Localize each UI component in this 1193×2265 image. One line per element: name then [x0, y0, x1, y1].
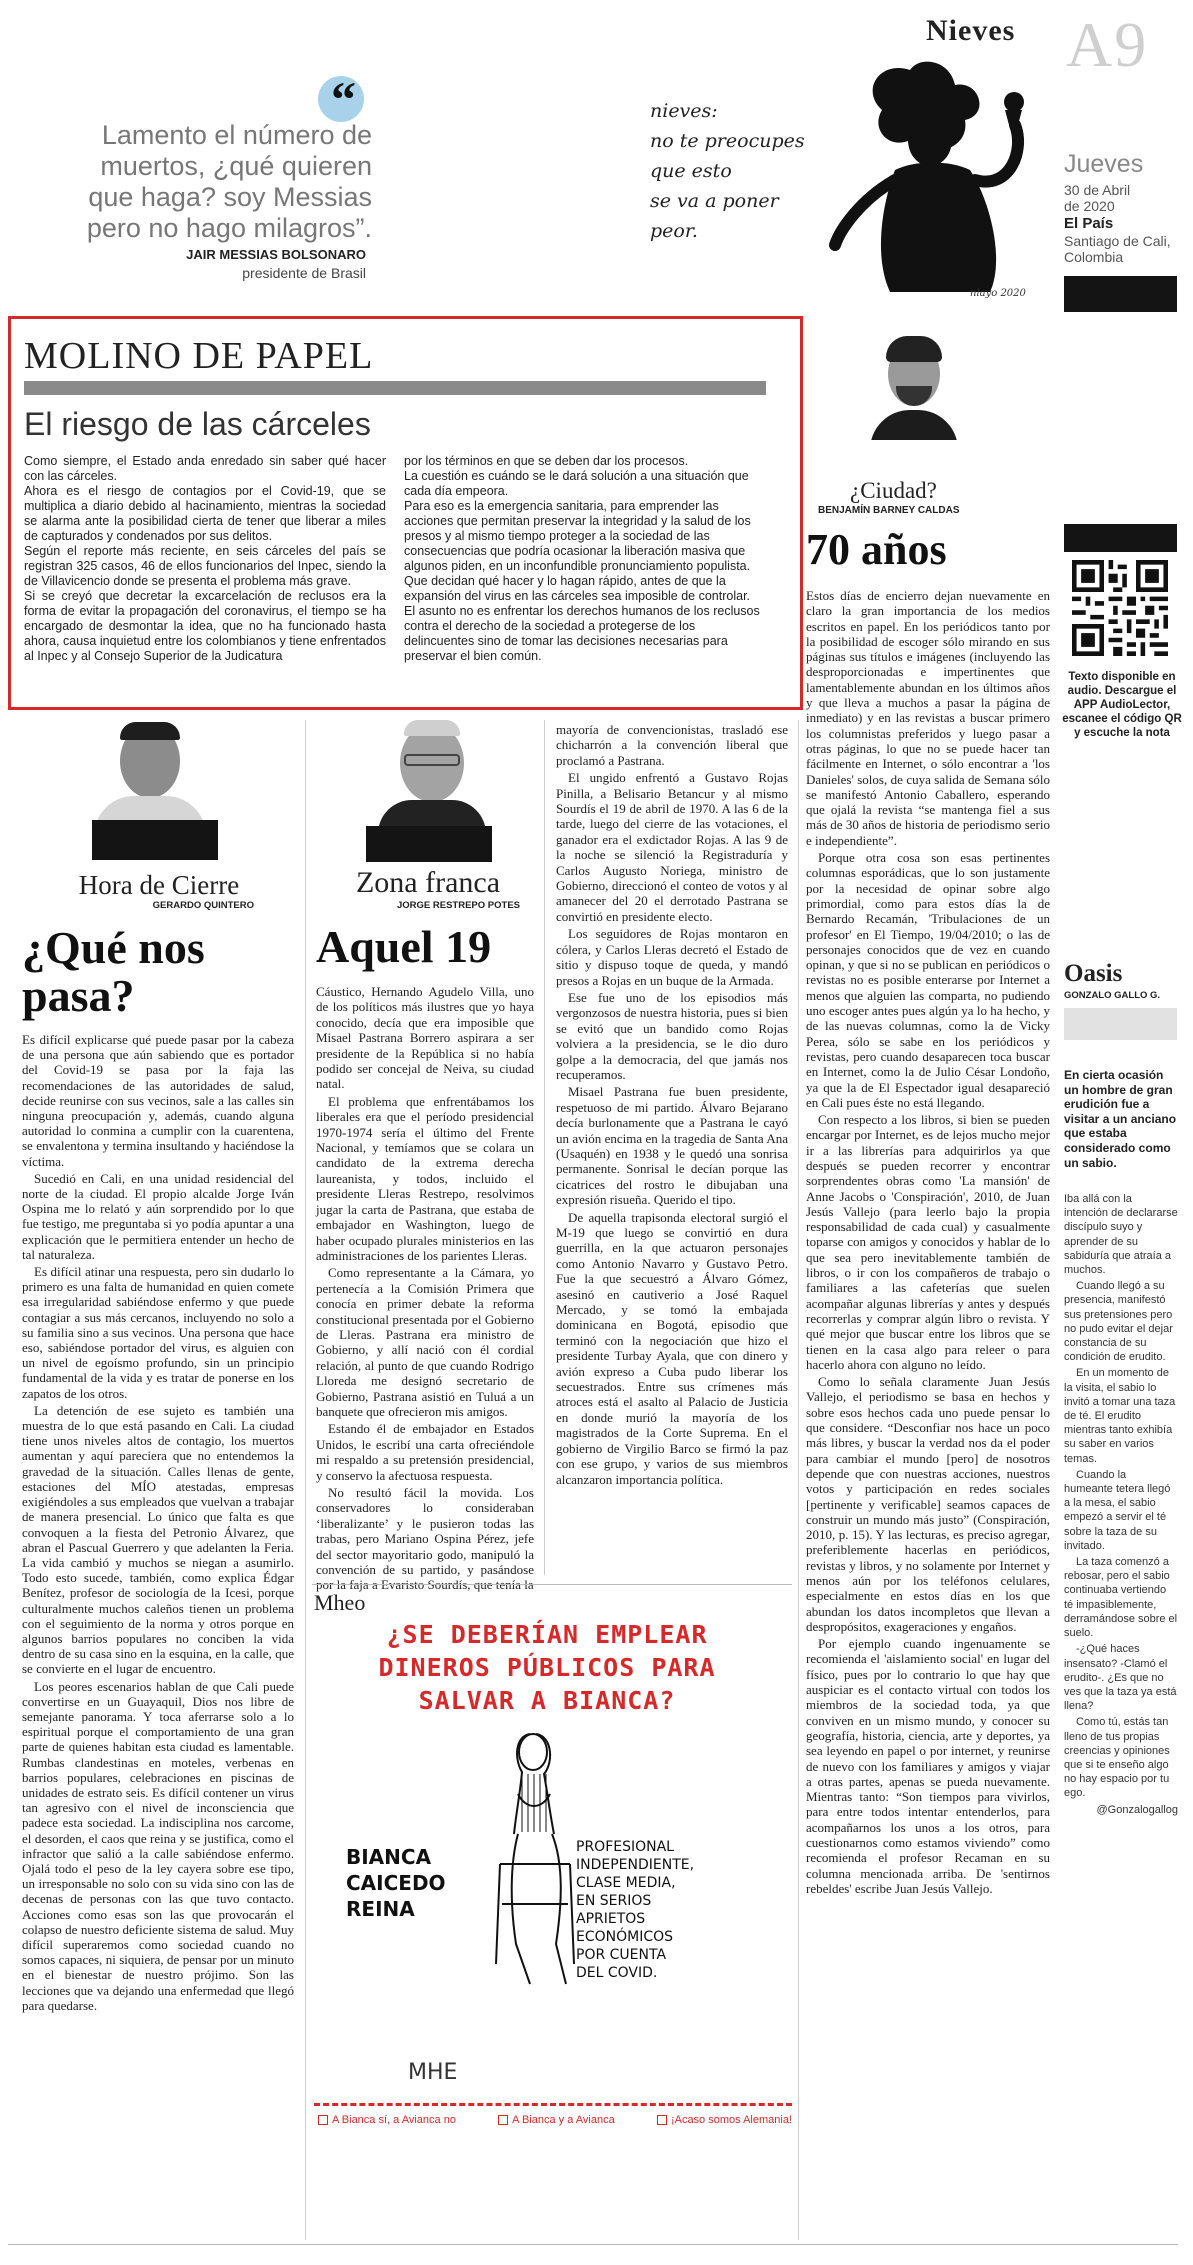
mheo-dashed-rule — [314, 2103, 792, 2106]
checkbox-icon[interactable] — [318, 2115, 328, 2125]
mheo-option-label: A Bianca sí, a Avianca no — [332, 2114, 456, 2126]
hora-p: Es difícil explicarse qué puede pasar por la cabeza de una persona que aún sabiendo que es portador del Covid-19 se pasa por la faja las recomendaciones de las autoridades de salud, decide reunirse con sus vecinos, sale a las calles sin ninguna preocupación y, además, cuando alguna autoridad lo conmina a cumplir con la cuarentena, se envalentona y termina insultando y haciéndose la víctima. — [22, 1032, 294, 1169]
cartoon-figure-illustration — [800, 30, 1050, 310]
editorial-p: Para eso es la emergencia sanitaria, para emprender las acciones que permitan preservar la integridad y la salud de los presos y al mismo tiempo proteger a la sociedad de las consecuencias que podría ocasionar la liberación masiva que algunos piden, en un inconfundible pronunciamiento populista. — [404, 499, 751, 573]
editorial-p: La cuestión es cuándo se le dará solución a una situación que cada día empeora. — [404, 469, 749, 498]
mheo-option-1[interactable] — [318, 2114, 456, 2126]
checkbox-icon[interactable] — [498, 2115, 508, 2125]
column-divider — [798, 720, 799, 2240]
editorial-gray-rule — [24, 381, 766, 395]
editorial-p: Como siempre, el Estado anda enredado sin saber qué hacer con las cárceles. — [24, 454, 386, 483]
zona-photo-black-bar — [366, 826, 492, 862]
checkbox-icon[interactable] — [657, 2115, 667, 2125]
zona-cont-p: Misael Pastrana fue buen presidente, respetuoso de mi partido. Álvaro Bejarano decía burlonamente que a Pastrana le cayó un avión encima en la tragedia de Santa Ana (Usaquén) en 1938 y le quedó una sonrisa permanente. Sonrisal le decían porque las cicatrices del rostro le dibujaban una expresión risueña. Querido el tipo. — [556, 1084, 788, 1208]
edition-day: Jueves — [1064, 150, 1144, 178]
qr-code-icon[interactable] — [1072, 560, 1168, 656]
quote-text: Lamento el número de muertos, ¿qué quieren que haga? soy Messias pero no hago milagros”. — [86, 120, 372, 243]
editorial-p: Ahora es el riesgo de contagios por el Covid-19, que se multiplica a diario debido al hacinamiento, mientras la sociedad se alarma ante la posibilidad cierta de tener que liberar a miles de capturados y condenados por sus delitos. — [24, 484, 386, 543]
zona-p: El problema que enfrentábamos los liberales era que el período presidencial 1970-1974 sería el último del Frente Nacional, y temíamos que se colara un candidato de la extrema derecha laureanista, y todos, incluido el presidente Lleras Restrepo, resolvimos jugar la carta de Pastrana, que estaba de embajador en Washington, luego de haber ocupado plurales ministerios en las administraciones de los parientes Lleras. — [316, 1093, 534, 1263]
cartoon-signature: nlayo 2020 — [970, 288, 1026, 299]
mheo-option-3[interactable] — [657, 2114, 792, 2126]
zona-author-photo — [374, 716, 490, 826]
qr-caption: Texto disponible en audio. Descargue el APP AudioLector, escanee el código QR y escuche la nota — [1062, 671, 1182, 739]
zona-title: Aquel 19 — [316, 921, 492, 972]
mheo-option-label: ¡Acaso somos Alemania! — [670, 2114, 792, 2126]
zona-cont-p: El ungido enfrentó a Gustavo Rojas Pinilla, a Belisario Betancur y al mismo Sourdís el 19 de abril de 1970. A las 6 de la tarde, luego del cierre de las votaciones, el ganador era el exdictador Rojas. A las 9 de la noche se silenció la Registraduría y Carlos Augusto Noriega, ministro de Gobierno, direccionó el conteo de votos y al amanecer del 20 el derrotado Pastrana se convirtió en presidente electo. — [556, 770, 788, 924]
page-number: A9 — [1066, 9, 1149, 80]
hora-p: La detención de ese sujeto es también una muestra de lo que está pasando en Cali. La ciudad tiene unos niveles altos de contagio, los muertos aumentan y aquí pareciera que no entendemos la gravedad de la situación. Calles llenas de gente, estaciones del MÍO atestadas, empresas exigiéndoles a sus empleados que vuelvan a trabajar de manera presencial. Lo único que falta es que convoquen a la fiesta del Petronio Álvarez, que abran el Pascual Guerrero y que adelanten la Feria. La vida cambió y muchos se niegan a asumirlo. Todo esto sucede, también, como explica Édgar Benítez, profesor de sociología de la Icesi, porque culturalmente muchos caleños tienen un problema con el seguimiento de la norma y otros porque en algunos barrios populares no conciben la vida dentro de su casa sino en la esquina, en la calle, que se convierte en el lugar de encuentro. — [22, 1402, 294, 1677]
ciudad-column-name: ¿Ciudad? — [850, 478, 937, 503]
oasis-author: GONZALO GALLO G. — [1064, 990, 1161, 1001]
mheo-signature: MHE — [408, 2060, 458, 2085]
zona-p: No resultó fácil la movida. Los conservadores lo consideraban ‘liberalizante’ y le pusieron todas las trabas, pero Mariano Ospina Pérez, jefe del sector mayoritario godo, manipuló la convención de su partido, y pasándose — [316, 1485, 534, 1578]
mheo-label: Mheo — [314, 1590, 366, 1615]
ciudad-body — [806, 588, 1050, 1898]
zona-p: Como representante a la Cámara, yo pertenecía a la Comisión Primera que conocía en primer debate la reforma constitucional presentada por el Gobierno de Lleras. Pastrana era ministro de Gobierno, y allí nació con él cordial relación, al punto de que cuando Rodrigo Lloreda me designó secretario de Gobierno, Pastrana asistió en Tuluá a un banquete que ofrecieron mis amigos. — [316, 1265, 534, 1419]
mheo-headline: ¿SE DEBERÍAN EMPLEAR DINEROS PÚBLICOS PARA SALVAR A BIANCA? — [378, 1620, 716, 1715]
zona-p: Cáustico, Hernando Agudelo Villa, uno de los políticos más ilustres que yo haya conocido, decía que era imposible que Misael Pastrana Borrero aspirara a ser presidente de la República si no había podido ser concejal de Neiva, su ciudad natal. — [316, 984, 534, 1092]
ciudad-p: Como lo señala claramente Juan Jesús Vallejo, el periodismo se basa en hechos y sobre esos hechos cada uno puede pensar lo que considere. “Desconfiar nos hace un poco más libres, y buscar la verdad nos da el poder para cambiar el mundo [pero] de nosotros depende que con nuestras acciones, nuestros votos y participación en redes sociales [pertinente y verificable] seamos capaces de construir un mundo más justo” (Conspiración, 2010, p. 15). Y las lecturas, es preciso agregar, preferiblemente hacerlas en periódicos, revistas y libros, y no solamente por Internet y menos aún por los teléfonos celulares, especialmente en estos días en los que abundan los datos incompletos que llevan a despropósitos, exageraciones y engaños. — [806, 1374, 1050, 1634]
zona-p: Estando él de embajador en Estados Unidos, le escribí una carta ofreciéndole mi respaldo a su pretensión presidencial, y conservo la afectuosa respuesta. — [316, 1421, 534, 1483]
oasis-body — [1064, 1192, 1178, 1819]
oasis-p: Iba allá con la intención de declararse discípulo suyo y aprender de su sabiduría que atraía a muchos. — [1064, 1193, 1178, 1277]
editorial-p: Si se creyó que decretar la excarcelación de reclusos era la forma de evitar la propagación del coronavirus, el tiempo se ha encargado de desmontar la idea, que no ha funcionado hasta ahora, causa inquietud entre los colombianos y tiene enfrentados al Inpec y al Consejo Superior de la Judicatura — [24, 589, 386, 663]
oasis-p: Cuando la humeante tetera llegó a la mesa, el sabio empezó a servir el té sobre la taza de su invitado. — [1064, 1468, 1171, 1552]
zona-author: JORGE RESTREPO POTES — [397, 900, 520, 911]
hora-p: Es difícil atinar una respuesta, pero sin dudarlo lo primero es una falta de humanidad en quien comete esa irregularidad sabiéndose enfermo y que puede contagiar a sus más cercanos, incluyendo no solo a su familia sino a sus vecinos. Una persona que hace eso, sabiéndose portador del virus, es alguien con un nivel de egoísmo profundo, sin un principio fundamental de la vida y es tratar de ponerse en los zapatos de los otros. — [22, 1264, 294, 1401]
column-divider — [305, 720, 306, 2240]
hora-photo-black-bar — [92, 820, 218, 860]
hora-title: ¿Qué nos pasa? — [22, 922, 205, 1021]
ciudad-title: 70 años — [806, 525, 947, 574]
quote-badge — [318, 71, 364, 127]
oasis-p: Como tú, estás tan lleno de tus propias creencias y opiniones que si te enseño algo no hay espacio por tu ego. — [1064, 1716, 1170, 1800]
hora-body — [22, 1032, 294, 2015]
quote-mark-icon: “ — [331, 71, 356, 127]
oasis-gray-bar — [1064, 1008, 1177, 1040]
edition-date: 30 de Abril de 2020 — [1064, 182, 1131, 214]
edition-paper: El País — [1064, 215, 1114, 232]
zona-cont-p: Los seguidores de Rojas montaron en cólera, y Carlos Lleras decretó el Estado de sitio y dispuso toque de queda, y mandó presos a Rojas en un buque de la Armada. — [556, 926, 788, 988]
mheo-option-2[interactable] — [498, 2114, 615, 2126]
sidebar-black-bar — [1064, 524, 1177, 552]
ciudad-author: BENJAMÍN BARNEY CALDAS — [818, 505, 960, 516]
section-name: Nieves — [926, 14, 1016, 47]
page-bottom-rule — [8, 2244, 1178, 2245]
masthead-black-bar — [1064, 276, 1177, 312]
ciudad-author-photo — [866, 330, 962, 440]
oasis-column-name: Oasis — [1064, 960, 1123, 987]
editorial-col2 — [404, 454, 764, 664]
hora-column-name: Hora de Cierre — [78, 870, 240, 900]
mheo-name-block: BIANCA CAICEDO REINA — [346, 1845, 446, 1921]
mheo-options — [318, 2114, 792, 2126]
hora-author: GERARDO QUINTERO — [152, 900, 254, 911]
edition-location: Santiago de Cali, Colombia — [1064, 233, 1171, 265]
ciudad-p: Porque otra cosa son esas pertinentes columnas esporádicas, que lo son justamente por la necesidad de opinar sobre algo primordial, como para estos días la de Bernardo Recamán, 'Tribulaciones de un profesor' en El Tiempo, 19/04/2010; o las de personajes conocidos que de vez en cuando opinan, y que si no se publican en periódicos o revistas no es posible enterarse por Internet a menos que alguien las comparta, no pudiendo uno escoger antes pues algún ya lo ha hecho, y de las nuevas columnas, como la de Vicky Perea, sólo se sabe en los periódicos y revistas, pero cuando desaparecen toca buscar en Internet, como la de Julio César Londoño, ya que la de El Espectador igual desapareció en Cali pues éste no está llegando. — [806, 850, 1050, 1110]
zona-cont-p: De aquella trapisonda electoral surgió el M-19 que luego se convirtió en dura guerrilla, en la que actuaron personajes como Antonio Navarro y Gustavo Petro. Fue la que secuestró a Álvaro Gómez, asesinó en cautiverio a José Raquel Mercado, y se tomó la embajada dominicana en Bogotá, episodio que terminó con la negociación que hizo el presidente Turbay Ayala, que con dinero y avión expreso a Cuba pudo liberar los secuestrados. Entre sus crímenes más atroces está el asalto al Palacio de Justicia en donde murió la mayoría de los magistrados de la Corte Suprema. En el gobierno de Virgilio Barco se firmó la paz con ese grupo, y varios de sus miembros alcanzaron importancia política. — [556, 1209, 788, 1487]
editorial-title: El riesgo de las cárceles — [24, 406, 371, 442]
mheo-option-label: A Bianca y a Avianca — [512, 2114, 615, 2126]
quote-role: presidente de Brasil — [242, 265, 366, 281]
oasis-lead: En cierta ocasión un hombre de gran erudición fue a visitar a un anciano que estaba considerado como un sabio. — [1064, 1068, 1177, 1170]
hora-author-photo — [86, 720, 216, 824]
oasis-p: En un momento de la visita, el sabio lo invitó a tomar una taza de té. El erudito mientras tanto exhibía su saber en varios temas. — [1064, 1367, 1176, 1465]
oasis-p: La taza comenzó a rebosar, pero el sabio continuaba vertiendo té impasiblemente, derramándose sobre el suelo. — [1064, 1556, 1178, 1640]
editorial-kicker: MOLINO DE PAPEL — [24, 335, 374, 377]
cartoon-handwriting: nieves: no te preocupes que esto se va a poner peor. — [650, 100, 805, 242]
zona-cont-p: mayoría de convencionistas, trasladó ese chicharrón a la convención liberal que proclamó a Pastrana. — [556, 722, 788, 768]
mheo-top-rule — [312, 1584, 792, 1585]
mheo-speech-balloon: PROFESIONAL INDEPENDIENTE, CLASE MEDIA, EN SERIOS APRIETOS ECONÓMICOS POR CUENTA DEL COVID. — [576, 1839, 695, 1981]
oasis-p: Cuando llegó a su presencia, manifestó sus pretensiones pero no pudo evitar el dejar constancia de su condición de erudito. — [1064, 1280, 1173, 1364]
oasis-p: -¿Qué haces insensato? -Clamó el erudito-. ¿Es que no ves que la taza ya está llena? — [1064, 1643, 1177, 1713]
editorial-p: Según el reporte más reciente, en seis cárceles del país se registran 325 casos, 46 de ellos funcionarios del Inpec, siendo la de Villavicencio donde se presenta el problema más grave. — [24, 544, 386, 588]
ciudad-p: Estos días de encierro dejan nuevamente en claro la gran importancia de los medios escritos en papel. En los periódicos tanto por la posibilidad de escoger sólo mirando en sus páginas sus títulos e imágenes (incluyendo las desproporcionadas e impertinentes que lamentablemente abundan en los últimos años y que lleva a muchos a pasar la página de inmediato) y en las revistas a buscar primero los columnistas preferidos y luego pasar a otras páginas, lo que no se puede hacer tan fácilmente en Internet, o sólo encontrar a 'los Danieles' solos, de cuya salida de Semana sólo se manifestó Antonio Caballero, esperando que ojalá la revista “se mantenga fiel a sus más de 30 años de historia de periodismo serio e independiente”. — [806, 588, 1050, 848]
column-divider — [544, 720, 545, 1575]
quote-author: JAIR MESSIAS BOLSONARO — [186, 247, 366, 262]
zona-column-name: Zona franca — [355, 866, 501, 899]
editorial-p: El asunto no es enfrentar los derechos humanos de los reclusos contra el derecho de la sociedad a protegerse de los delincuentes sino de tomar las decisiones necesarias para preservar el bien común. — [404, 604, 760, 663]
hora-p: Los peores escenarios hablan de que Cali puede convertirse en un Guayaquil, Dios nos libre de semejante panorama. Y toca aferrarse solo a lo espiritual porque el comportamiento de una gran parte de quienes habitan esta ciudad es lamentable. Rumbas clandestinas en moteles, verbenas en barrios populares, celebraciones en piscinas de unidades de estrato seis. Es difícil contener un virus tan agresivo con el nivel de inconsciencia que padece esta sociedad. La indisciplina nos carcome, el desorden, el caos que reina y se justifica, como el infractor que salió a la calle sabiéndose enfermo. Ojalá todo el peso de la ley cayera sobre ese tipo, un irresponsable no solo con su vida sino con las de decenas de personas con las que tuvo contacto. Acciones como esas son las que provocarán el colapso de nuestro deficiente sistema de salud. Muy difícil superaremos como sociedad cuando no somos capaces, ni siquiera, de pensar por un minuto en el bienestar de nuestro prójimo. Son las lecciones que va dejando una enfermedad que llegó para quedarse. — [22, 1678, 294, 2013]
ciudad-p: Con respecto a los libros, si bien se pueden encargar por Internet, es de lejos mucho mejor ir a las librerías para adquirirlos ya que después se pueden recorrer y encontrar sorprendentes obras como 'La mansión' de Anne Jacobs o 'Conspiración', 2010, de Juan Jesús Vallejo (para leerlo bajo la propia responsabilidad de cada cual) y casualmente toparse con amigos y conocidos y hablar de lo que sea pero inevitablemente también de libros, o ir con los compañeros de trabajo o familiares a las cafeterías que suelen acompañar algunas librerías y antes y después recorrerlas y comprar algún libro o revista. Y qué mejor que buscar entre los libros que se tienen en la casa algo para releer o para hacerlo ahora con alguno no leído. — [806, 1112, 1050, 1372]
zona-body-continued — [556, 722, 788, 1489]
oasis-handle: @Gonzalogallog — [1096, 1803, 1178, 1816]
zona-cont-p: Ese fue uno de los episodios más vergonzosos de nuestra historia, pues si bien se evitó que un bandido como Rojas volviera a la presidencia, se le dio duro golpe a la democracia, del que jamás nos recuperamos. — [556, 989, 788, 1082]
editorial-p: Que decidan qué hacer y lo hagan rápido, antes de que la expansión del virus en las cárceles sea imposible de controlar. — [404, 574, 751, 603]
editorial-p: por los términos en que se deben dar los procesos. — [404, 454, 689, 468]
editorial-col1 — [24, 454, 386, 664]
ciudad-p: Por ejemplo cuando ingenuamente se recomienda el 'aislamiento social' en lugar del físico, pues por lo contrario lo que hay que auspiciar es el contacto virtual con todos los miembros de la sociedad toda, ya que conviven en un mismo mundo, y conocer su geografía, historia, ciencia, arte y deportes, ya sea leyendo en papel o por internet, y reunirse de nuevo con los familiares y amigos y viajar a otras partes, apenas se pueda nuevamente. Mientras tanto: “Son tiempos para vivirlos, para entre todos intentar entenderlos, para acompañarnos los unos a los otros, para cuestionarnos como estamos viviendo” como recomienda el profesor Recaman en su columna mencionada arriba. De 'sentirnos rebeldes' escribe Juan Jesús Vallejo. — [806, 1636, 1050, 1896]
zona-body — [316, 984, 534, 1595]
hora-p: Sucedió en Cali, en una unidad residencial del norte de la ciudad. El propio alcalde Jorge Iván Ospina me lo relató y aún sorprendido por lo que fue testigo, me preguntaba si yo podía apuntar a una explicación que le permitiera entender un hecho de tal naturaleza. — [22, 1170, 294, 1262]
